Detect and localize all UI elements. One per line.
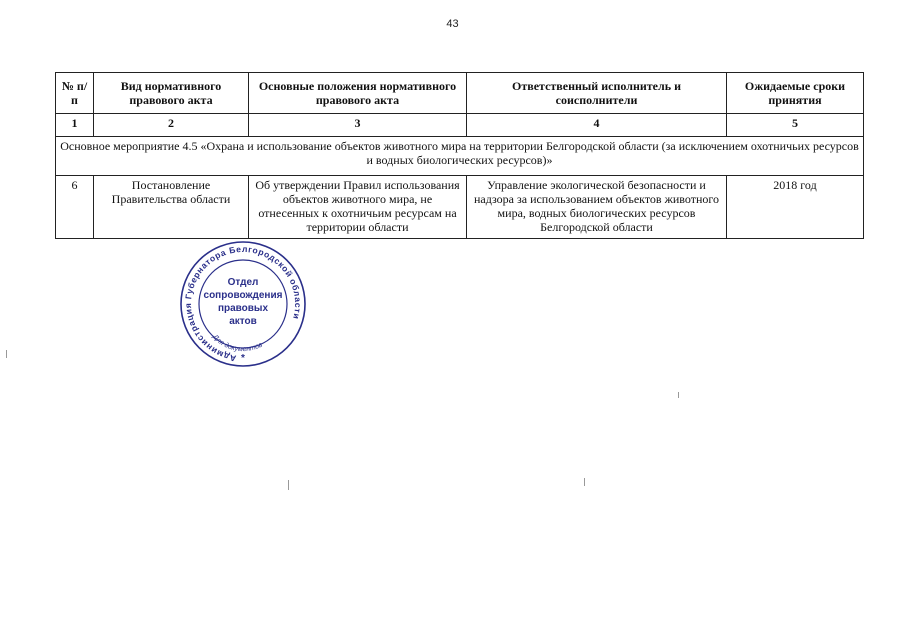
header-deadline: Ожидаемые сроки принятия bbox=[727, 73, 864, 114]
scan-speck bbox=[584, 478, 585, 486]
column-number: 1 bbox=[56, 114, 94, 137]
scan-speck bbox=[288, 480, 289, 490]
stamp-line-4: актов bbox=[229, 316, 257, 327]
legal-acts-table bbox=[55, 72, 864, 239]
header-responsible: Ответственный исполнитель и соисполнители bbox=[467, 73, 727, 114]
column-number: 3 bbox=[249, 114, 467, 137]
table-header-row bbox=[56, 73, 864, 114]
column-numbers-row bbox=[56, 114, 864, 137]
stamp-line-1: Отдел bbox=[227, 277, 259, 288]
stamp-line-2: сопровождения bbox=[203, 290, 283, 301]
row-responsible: Управление экологической безопасности и надзора за использованием объектов животного мира, водных биологических ресурсов Белгородской области bbox=[467, 176, 727, 239]
table-row bbox=[56, 176, 864, 239]
section-title: Основное мероприятие 4.5 «Охрана и использование объектов животного мира на территории Белгородской области (за исключением охотничьих ресурсов и водных биологических ресурсов)» bbox=[56, 137, 864, 176]
stamp-line-3: правовых bbox=[217, 303, 269, 314]
column-number: 5 bbox=[727, 114, 864, 137]
header-provisions: Основные положения нормативного правового акта bbox=[249, 73, 467, 114]
column-number: 4 bbox=[467, 114, 727, 137]
page-number: 43 bbox=[446, 18, 459, 30]
stamp-ring-text: Администрация Губернатора Белгородской области bbox=[182, 243, 304, 364]
column-number: 2 bbox=[94, 114, 249, 137]
official-stamp bbox=[174, 240, 312, 370]
row-deadline: 2018 год bbox=[727, 176, 864, 239]
header-act-type: Вид нормативного правового акта bbox=[94, 73, 249, 114]
row-number: 6 bbox=[56, 176, 94, 239]
row-act-type: Постановление Правительства области bbox=[94, 176, 249, 239]
scan-speck bbox=[6, 350, 7, 358]
section-row bbox=[56, 137, 864, 176]
row-provisions: Об утверждении Правил использования объектов животного мира, не отнесенных к охотничьим ресурсам на территории области bbox=[249, 176, 467, 239]
stamp-bottom-text: Для документов bbox=[211, 333, 264, 354]
scan-speck bbox=[678, 392, 679, 398]
stamp-star: * bbox=[241, 353, 245, 364]
header-number: № п/п bbox=[56, 73, 94, 114]
